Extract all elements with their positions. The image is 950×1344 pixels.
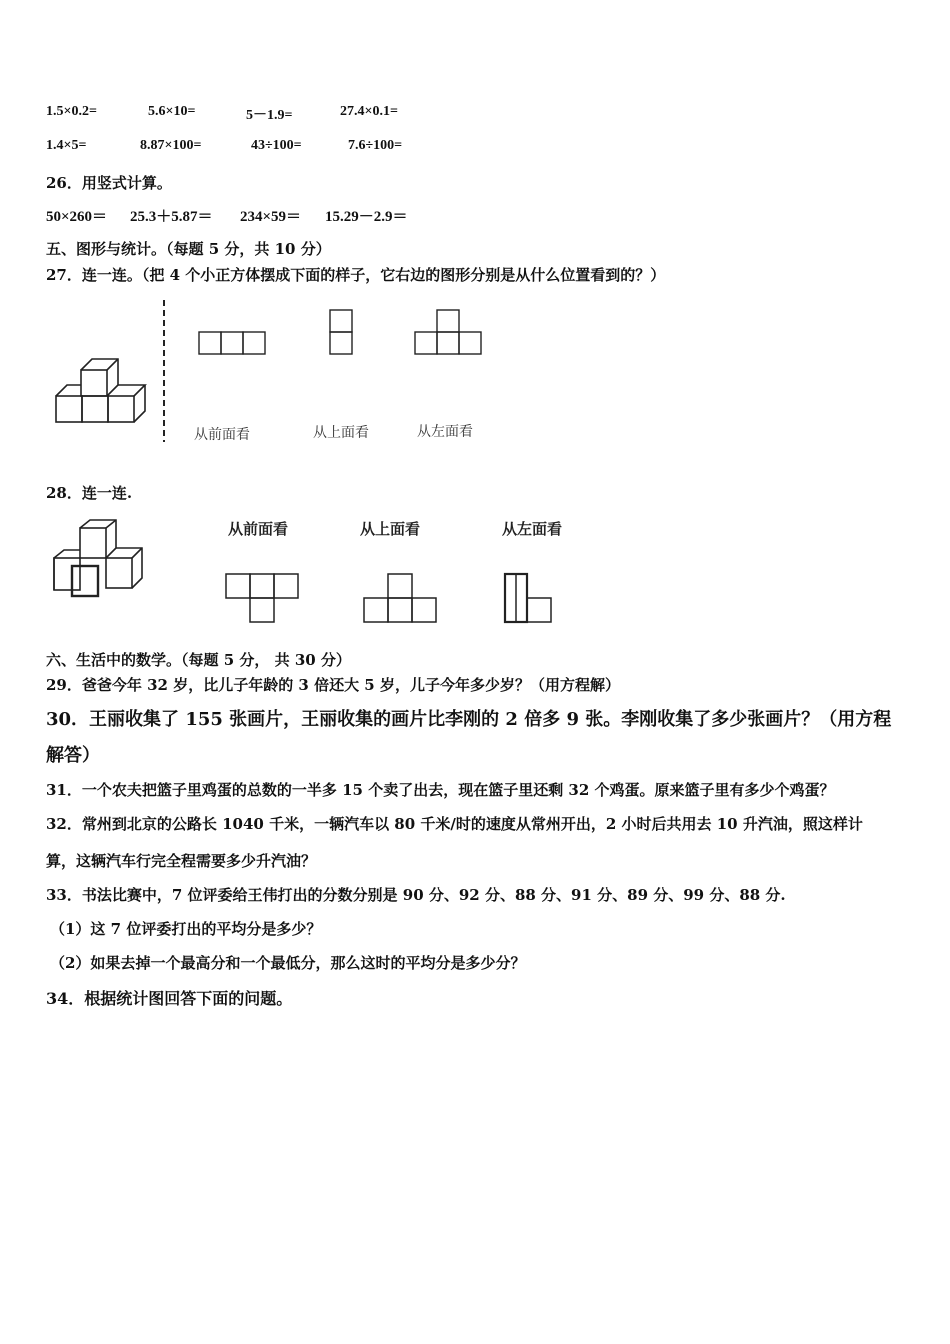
calc-expr: 234×59＝ [240, 209, 302, 225]
cube-stack-drawing [54, 520, 142, 596]
q32-line1: 32．常州到北京的公路长 1040 千米，一辆汽车以 80 千米/时的速度从常州开出，2 小时后共用去 10 升汽油，照这样计 [46, 815, 863, 833]
section-heading: 五、图形与统计。（每题 5 分，共 10 分） [46, 240, 331, 258]
view-label: 从前面看 [194, 427, 250, 443]
calc-expr: 5.6×10= [148, 104, 196, 119]
calc-expr: 1.5×0.2= [46, 104, 97, 119]
q28-drawing [46, 512, 566, 632]
q30-line1: 30．王丽收集了 155 张画片，王丽收集的画片比李刚的 2 倍多 9 张。李刚收集了多少张画片？（用方程 [46, 709, 892, 730]
q31-text: 31．一个农夫把篮子里鸡蛋的总数的一半多 15 个卖了出去，现在篮子里还剩 32 个鸡蛋。原来篮子里有多少个鸡蛋？ [46, 781, 835, 799]
view-label: 从上面看 [313, 425, 369, 441]
calc-expr: 50×260＝ [46, 209, 108, 225]
q29-text: 29．爸爸今年 32 岁，比儿子年龄的 3 倍还大 5 岁，儿子今年多少岁？（用方程解） [46, 676, 620, 694]
calc-expr: 43÷100= [251, 138, 302, 153]
q27-drawing [46, 292, 506, 452]
q33-sub1: （1）这 7 位评委打出的平均分是多少？ [50, 920, 322, 938]
calc-expr: 7.6÷100= [348, 138, 403, 153]
view-shapes [226, 574, 551, 622]
calc-expr: 1.4×5= [46, 138, 87, 153]
calc-expr: 15.29－2.9＝ [325, 209, 408, 225]
calc-expr: 5－1.9= [246, 108, 293, 123]
calc-expr: 8.87×100= [140, 138, 202, 153]
q28-figure [46, 512, 566, 636]
calc-expr: 27.4×0.1= [340, 104, 398, 119]
q34-text: 34．根据统计图回答下面的问题。 [46, 989, 293, 1008]
view-label: 从前面看 [228, 520, 289, 538]
q32-line2: 算，这辆汽车行完全程需要多少升汽油？ [46, 852, 317, 870]
q26-title: 26．用竖式计算。 [46, 174, 172, 192]
q28-title: 28．连一连. [46, 484, 133, 502]
q27-figure [46, 292, 506, 456]
view-shapes [199, 310, 481, 354]
view-label: 从上面看 [360, 520, 421, 538]
q33-sub2: （2）如果去掉一个最高分和一个最低分，那么这时的平均分是多少分？ [50, 954, 526, 972]
q33-title: 33．书法比赛中，7 位评委给王伟打出的分数分别是 90 分、92 分、88 分、91 分、89 分、99 分、88 分. [46, 886, 786, 904]
cube-stack-drawing [56, 359, 145, 422]
view-label: 从左面看 [417, 424, 473, 440]
calc-expr: 25.3＋5.87＝ [130, 209, 213, 225]
section-heading: 六、生活中的数学。（每题 5 分， 共 30 分） [46, 651, 351, 669]
q30-line2: 解答） [46, 745, 100, 766]
q27-title: 27．连一连。（把 4 个小正方体摆成下面的样子，它右边的图形分别是从什么位置看到的？） [46, 266, 666, 284]
view-label: 从左面看 [502, 520, 563, 538]
